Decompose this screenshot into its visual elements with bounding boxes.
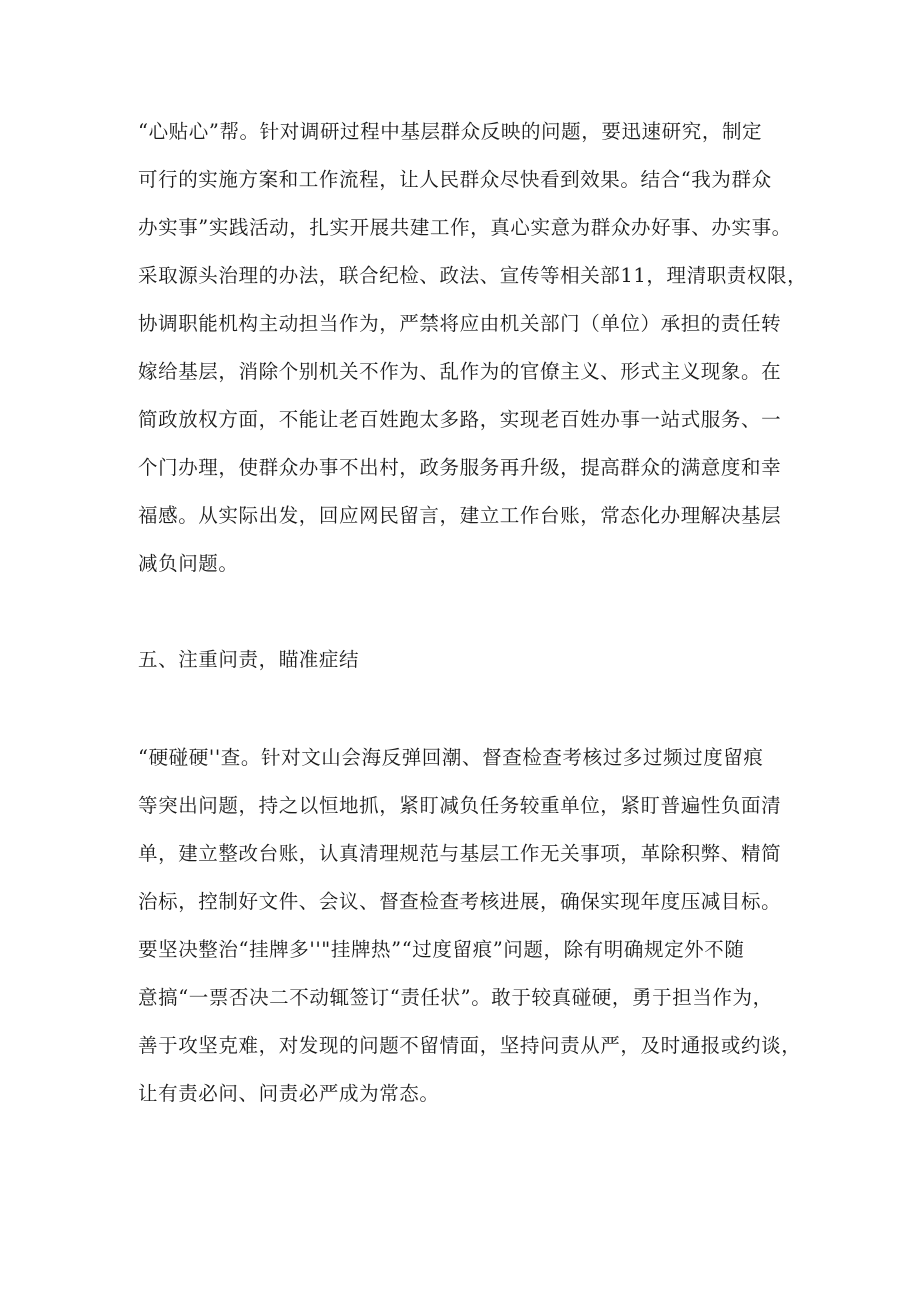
text-line: 协调职能机构主动担当作为，严禁将应由机关部门（单位）承担的责任转 [138, 312, 782, 335]
text-line: 福感。从实际出发，回应网民留言，建立工作台账，常态化办理解决基层 [138, 504, 782, 527]
text-line: 可行的实施方案和工作流程，让人民群众尽快看到效果。结合“我为群众 [138, 168, 772, 191]
text-line: 办实事”实践活动，扎实开展共建工作，真心实意为群众办好事、办实事。 [138, 216, 792, 239]
text-line: 意搞“一票否决二不动辄签订“责任状”。敢于较真碰硬，勇于担当作为， [138, 986, 773, 1009]
text-line: 要坚决整治“挂牌多''"挂牌热”“过度留痕”问题，除有明确规定外不随 [138, 938, 745, 961]
text-line: 让有责必问、问责必严成为常态。 [138, 1082, 440, 1105]
section-heading [138, 636, 798, 684]
text-line: 善于攻坚克难，对发现的问题不留情面，坚持问责从严，及时通报或约谈， [138, 1034, 802, 1057]
section-heading-text: 五、注重问责，瞄准症结 [138, 648, 360, 671]
text-line: “心贴心”帮。针对调研过程中基层群众反映的问题，要迅速研究，制定 [138, 120, 763, 143]
text-line: 个门办理，使群众办事不出村，政务服务再升级，提高群众的满意度和幸 [138, 456, 782, 479]
text-line: “硬碰硬''查。针对文山会海反弹回潮、督查检查考核过多过频过度留痕 [138, 746, 764, 769]
text-line: 采取源头治理的办法，联合纪检、政法、宣传等相关部11，理清职责权限， [138, 264, 808, 287]
text-line: 等突出问题，持之以恒地抓，紧盯减负任务较重单位，紧盯普遍性负面清 [138, 794, 782, 817]
paragraph-hard-check [138, 734, 802, 1118]
paragraph-heart-to-heart [138, 108, 808, 588]
text-line: 减负问题。 [138, 552, 239, 575]
text-line: 嫁给基层，消除个别机关不作为、乱作为的官僚主义、形式主义现象。在 [138, 360, 782, 383]
text-line: 单，建立整改台账，认真清理规范与基层工作无关事项，革除积弊、精简 [138, 842, 782, 865]
text-line: 治标，控制好文件、会议、督查检查考核进展，确保实现年度压减目标。 [138, 890, 782, 913]
text-line: 简政放权方面，不能让老百姓跑太多路，实现老百姓办事一站式服务、一 [138, 408, 782, 431]
